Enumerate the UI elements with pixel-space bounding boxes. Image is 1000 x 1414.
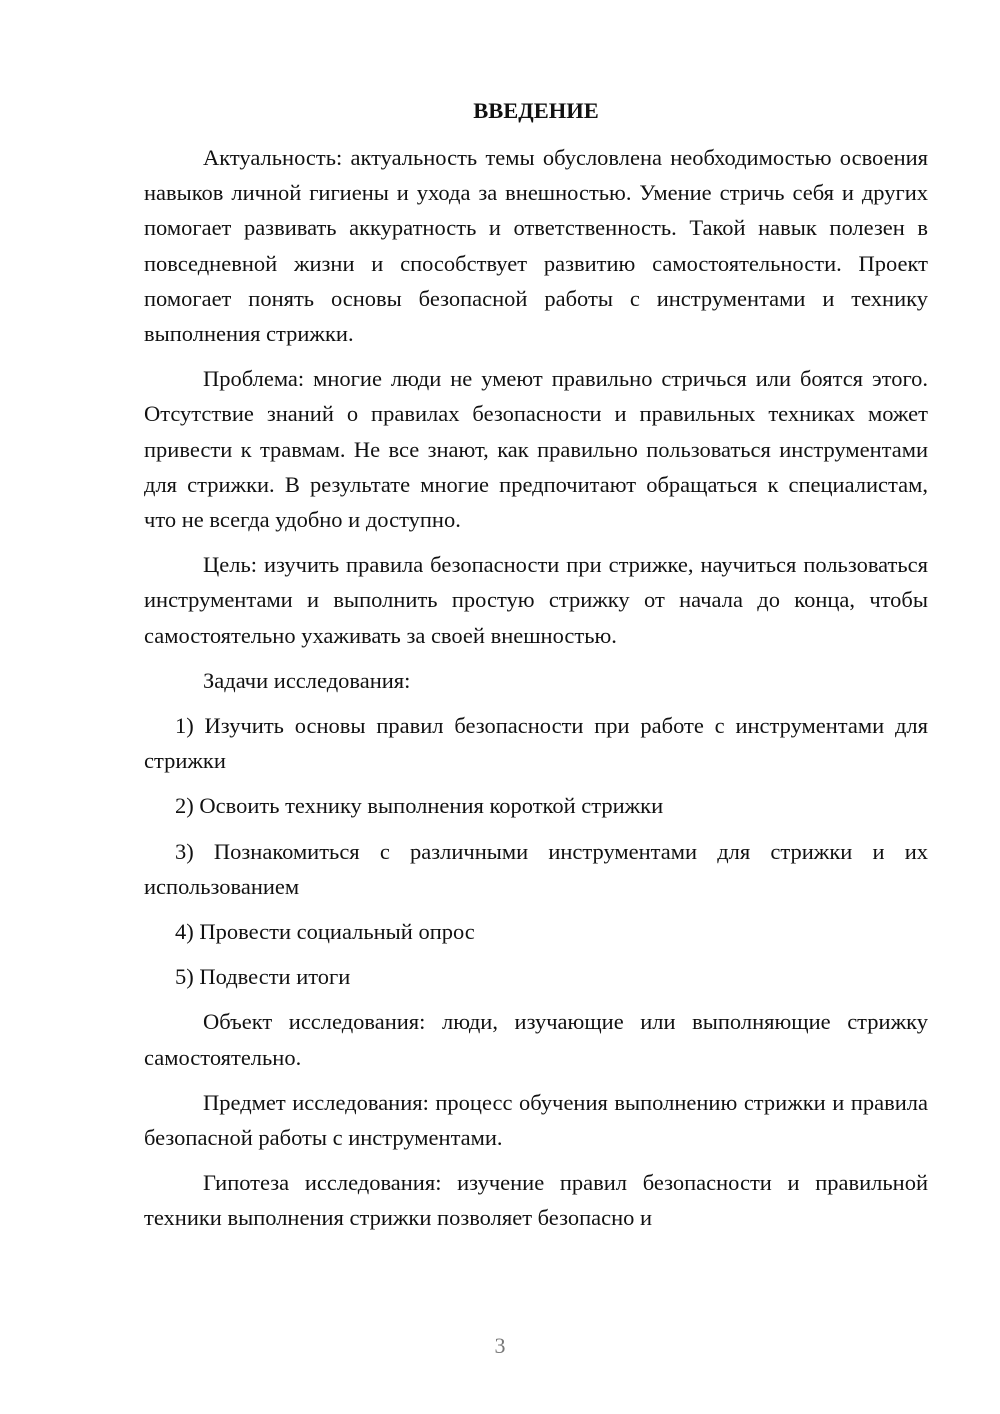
paragraph-tasks-heading: Задачи исследования: (203, 667, 411, 693)
task-item-4: 4) Провести социальный опрос (175, 919, 475, 945)
paragraph-hypothesis: Гипотеза исследования: изучение правил безопасности и правильной техники выполнения стрижки позволяет безопасно и (144, 1170, 928, 1231)
task-item-3: 3) Познакомиться с различными инструментами для стрижки и их использованием (144, 838, 928, 899)
paragraph-goal: Цель: изучить правила безопасности при стрижке, научиться пользоваться инструментами и выполнить простую стрижку от начала до конца, чтобы самостоятельно ухаживать за своей внешностью. (144, 552, 928, 648)
paragraph-problem: Проблема: многие люди не умеют правильно стричься или боятся этого. Отсутствие знаний о правилах безопасности и правильных техниках может привести к травмам. Не все знают, как правильно пользоваться инструментами для стрижки. В результате многие предпочитают обращаться к специалистам, что не всегда удобно и доступно. (144, 366, 928, 533)
task-item-2: 2) Освоить технику выполнения короткой стрижки (175, 793, 664, 819)
page-number: 3 (494, 1333, 506, 1358)
task-item-5: 5) Подвести итоги (175, 964, 351, 990)
paragraph-subject: Предмет исследования: процесс обучения выполнению стрижки и правила безопасной работы с инструментами. (144, 1089, 928, 1151)
paragraph-relevance: Актуальность: актуальность темы обусловлена необходимостью освоения навыков личной гигиены и ухода за внешностью. Умение стричь себя и других помогает развивать аккуратность и ответственность. Такой навык полезен в повседневной жизни и способствует развитию самостоятельности. Проект помогает понять основы безопасной работы с инструментами и технику выполнения стрижки. (144, 145, 928, 347)
paragraph-object: Объект исследования: люди, изучающие или выполняющие стрижку самостоятельно. (144, 1009, 928, 1070)
section-title: ВВЕДЕНИЕ (473, 98, 599, 123)
task-item-1: 1) Изучить основы правил безопасности при работе с инструментами для стрижки (144, 713, 928, 774)
page-content (144, 93, 928, 1246)
